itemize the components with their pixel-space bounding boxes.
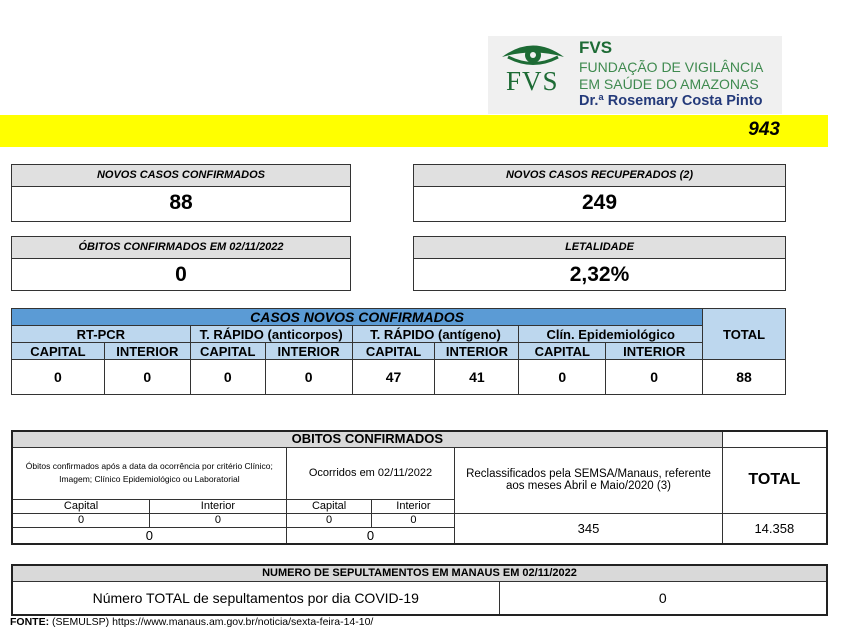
casos-total-header: TOTAL: [703, 309, 786, 360]
reclassificados-value: 345: [455, 513, 722, 544]
c1-interior-value: 0: [150, 513, 287, 527]
sub-header: INTERIOR: [265, 343, 352, 360]
letalidade-label: LETALIDADE: [414, 237, 785, 259]
casos-value: 0: [606, 360, 703, 395]
casos-value: 0: [12, 360, 105, 395]
source-text: (SEMULSP) https://www.manaus.am.gov.br/noticia/sexta-feira-14-10/: [52, 616, 374, 628]
sub-header: INTERIOR: [104, 343, 190, 360]
c2-sum-value: 0: [286, 527, 455, 544]
casos-value: 41: [435, 360, 519, 395]
novos-casos-label: NOVOS CASOS CONFIRMADOS: [12, 165, 350, 187]
sepultamentos-title: NUMERO DE SEPULTAMENTOS EM MANAUS EM 02/11/2022: [12, 565, 827, 581]
group-antigeno: T. RÁPIDO (antígeno): [352, 326, 519, 343]
obitos-col3-header: Reclassificados pela SEMSA/Manaus, referente aos meses Abril e Maio/2020 (3): [455, 447, 722, 513]
casos-value: 0: [519, 360, 606, 395]
c1-capital-value: 0: [12, 513, 150, 527]
obitos-col1-header: Óbitos confirmados após a data da ocorrência por critério Clínico; Imagem; Clínico Epidemiológico ou Laboratorial: [12, 447, 286, 499]
logo-emblem-text: FVS: [506, 66, 559, 96]
c1-sum-value: 0: [12, 527, 286, 544]
sub-header: INTERIOR: [606, 343, 703, 360]
capital-label: Capital: [12, 499, 150, 513]
obitos-col2-header: Ocorridos em 02/11/2022: [286, 447, 455, 499]
recuperados-label: NOVOS CASOS RECUPERADOS (2): [414, 165, 785, 187]
casos-total-value: 88: [703, 360, 786, 395]
bulletin-band: [0, 115, 828, 147]
c2-interior-value: 0: [372, 513, 455, 527]
obitos-box: [11, 236, 351, 291]
sub-header: CAPITAL: [190, 343, 265, 360]
casos-value: 0: [265, 360, 352, 395]
casos-value: 0: [104, 360, 190, 395]
source-label: FONTE:: [10, 616, 50, 628]
sub-header: CAPITAL: [12, 343, 105, 360]
letalidade-value: 2,32%: [569, 263, 630, 286]
casos-value: 0: [190, 360, 265, 395]
capital-label: Capital: [286, 499, 372, 513]
sepultamentos-label: Número TOTAL de sepultamentos por dia COVID-19: [12, 581, 499, 615]
recuperados-box: [413, 164, 786, 222]
recuperados-value: 249: [581, 191, 618, 214]
novos-casos-value: 88: [169, 191, 193, 214]
sepultamentos-value: 0: [499, 581, 827, 615]
group-rtpcr: RT-PCR: [12, 326, 191, 343]
obitos-value: 0: [175, 263, 187, 286]
sepultamentos-table: [11, 564, 828, 616]
casos-value: 47: [352, 360, 435, 395]
group-anticorpos: T. RÁPIDO (anticorpos): [190, 326, 352, 343]
logo-title: FVS: [579, 38, 613, 57]
obitos-table: [11, 430, 828, 545]
obitos-label: ÓBITOS CONFIRMADOS EM 02/11/2022: [12, 237, 350, 259]
obitos-table-title: OBITOS CONFIRMADOS: [12, 431, 722, 447]
interior-label: Interior: [372, 499, 455, 513]
letalidade-box: [413, 236, 786, 291]
logo-line1: FUNDAÇÃO DE VIGILÂNCIA: [579, 59, 764, 75]
group-clinico: Clín. Epidemiológico: [519, 326, 703, 343]
logo-line3: Dr.ª Rosemary Costa Pinto: [579, 93, 763, 109]
c2-capital-value: 0: [286, 513, 372, 527]
obitos-total-value: 14.358: [722, 513, 827, 544]
obitos-total-header: TOTAL: [722, 447, 827, 513]
bulletin-number: 943: [748, 119, 780, 140]
novos-casos-box: [11, 164, 351, 222]
sub-header: CAPITAL: [519, 343, 606, 360]
casos-table-title: CASOS NOVOS CONFIRMADOS: [12, 309, 703, 326]
logo-line2: EM SAÚDE DO AMAZONAS: [579, 76, 759, 92]
sub-header: CAPITAL: [352, 343, 435, 360]
sub-header: INTERIOR: [435, 343, 519, 360]
interior-label: Interior: [150, 499, 287, 513]
source-note: [10, 616, 373, 628]
casos-novos-table: [11, 308, 786, 395]
fvs-logo: [488, 36, 782, 114]
